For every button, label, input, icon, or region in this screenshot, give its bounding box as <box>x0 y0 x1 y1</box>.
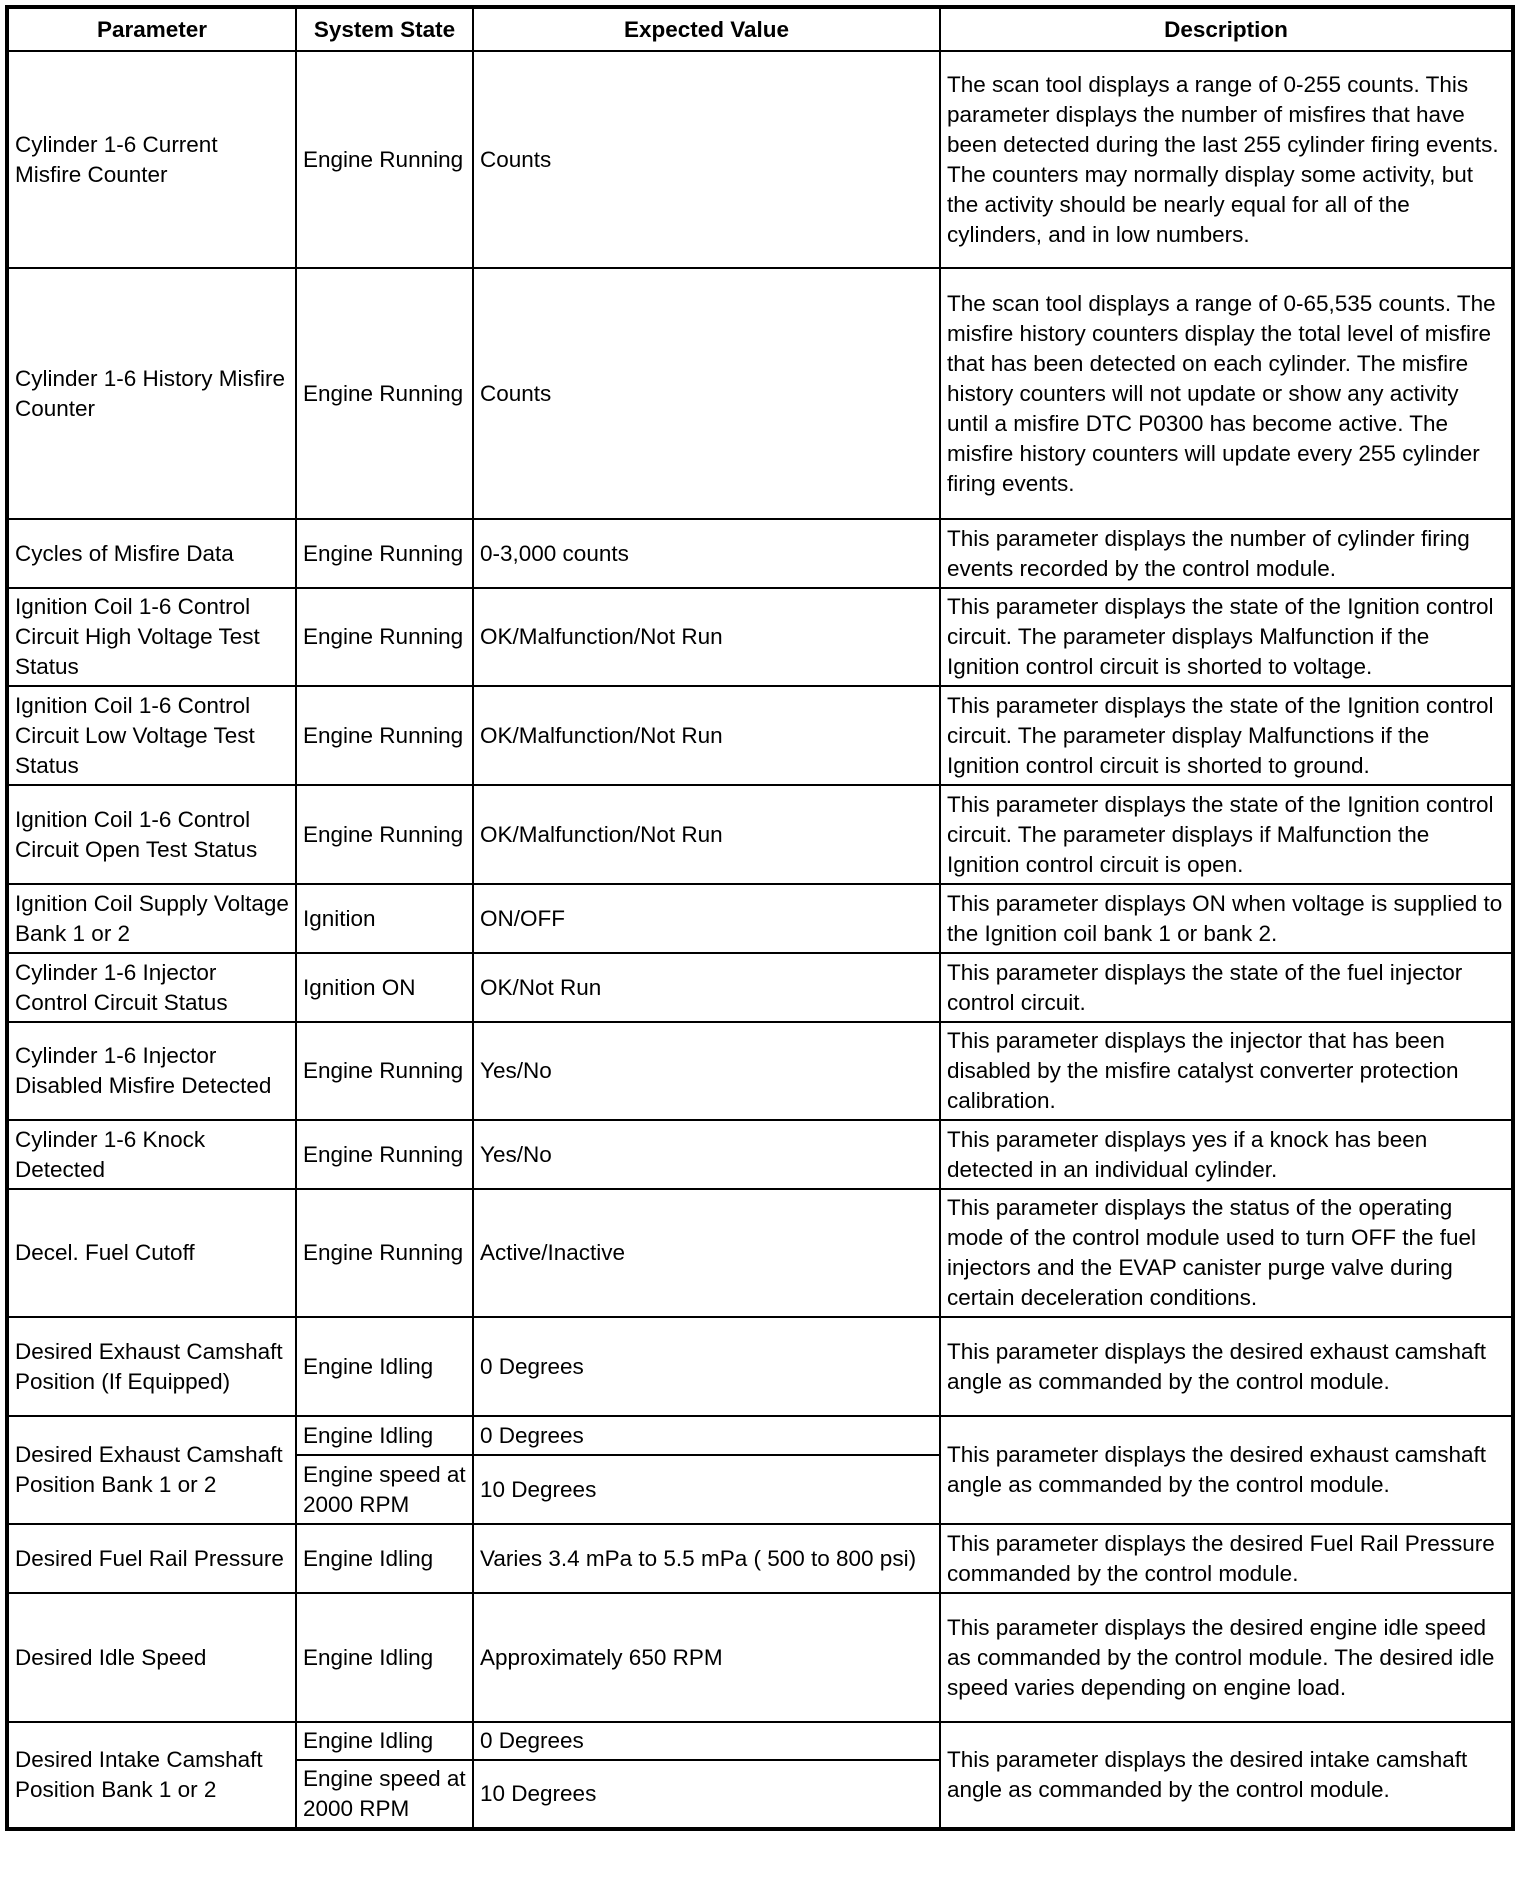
system-state-cell: Engine Running <box>296 51 473 268</box>
table-row <box>7 1722 1513 1760</box>
description-cell: This parameter displays yes if a knock has been detected in an individual cylinder. <box>940 1120 1513 1189</box>
description-cell: This parameter displays the state of the Ignition control circuit. The parameter display Malfunctions if the Ignition control circuit is shorted to ground. <box>940 686 1513 785</box>
expected-value-cell: Yes/No <box>473 1120 940 1189</box>
parameter-table <box>5 5 1515 1831</box>
parameter-cell: Cylinder 1-6 History Misfire Counter <box>7 268 296 519</box>
parameter-cell: Desired Idle Speed <box>7 1593 296 1722</box>
parameter-cell: Cylinder 1-6 Current Misfire Counter <box>7 51 296 268</box>
description-cell: This parameter displays the desired exhaust camshaft angle as commanded by the control module. <box>940 1317 1513 1416</box>
table-row <box>7 1317 1513 1416</box>
description-cell: This parameter displays the state of the Ignition control circuit. The parameter displays Malfunction if the Ignition control circuit is shorted to voltage. <box>940 588 1513 686</box>
parameter-cell: Desired Exhaust Camshaft Position (If Equipped) <box>7 1317 296 1416</box>
parameter-cell: Ignition Coil 1-6 Control Circuit Open Test Status <box>7 785 296 884</box>
expected-value-cell: OK/Malfunction/Not Run <box>473 686 940 785</box>
system-state-cell: Engine speed at 2000 RPM <box>296 1455 473 1524</box>
description-cell: This parameter displays the state of the Ignition control circuit. The parameter displays if Malfunction the Ignition control circuit is open. <box>940 785 1513 884</box>
expected-value-cell: ON/OFF <box>473 884 940 953</box>
system-state-cell: Engine Running <box>296 268 473 519</box>
system-state-cell: Engine speed at 2000 RPM <box>296 1760 473 1829</box>
description-cell: This parameter displays the desired engine idle speed as commanded by the control module. The desired idle speed varies depending on engine load. <box>940 1593 1513 1722</box>
expected-value-cell: Active/Inactive <box>473 1189 940 1317</box>
description-cell: This parameter displays the desired exhaust camshaft angle as commanded by the control module. <box>940 1416 1513 1524</box>
header-description: Description <box>940 7 1513 51</box>
expected-value-cell: 0 Degrees <box>473 1722 940 1760</box>
description-cell: This parameter displays the status of the operating mode of the control module used to turn OFF the fuel injectors and the EVAP canister purge valve during certain deceleration conditions. <box>940 1189 1513 1317</box>
system-state-cell: Engine Idling <box>296 1416 473 1455</box>
system-state-cell: Engine Idling <box>296 1593 473 1722</box>
table-row <box>7 785 1513 884</box>
parameter-cell: Desired Exhaust Camshaft Position Bank 1 or 2 <box>7 1416 296 1524</box>
expected-value-cell: 0 Degrees <box>473 1416 940 1455</box>
system-state-cell: Engine Running <box>296 1189 473 1317</box>
description-cell: This parameter displays ON when voltage is supplied to the Ignition coil bank 1 or bank 2. <box>940 884 1513 953</box>
table-row <box>7 1120 1513 1189</box>
parameter-cell: Desired Fuel Rail Pressure <box>7 1524 296 1593</box>
header-row <box>7 7 1513 51</box>
system-state-cell: Engine Running <box>296 519 473 588</box>
expected-value-cell: 0-3,000 counts <box>473 519 940 588</box>
expected-value-cell: 10 Degrees <box>473 1760 940 1829</box>
system-state-cell: Engine Running <box>296 785 473 884</box>
table-row <box>7 686 1513 785</box>
table-body <box>7 51 1513 1829</box>
table-row <box>7 1022 1513 1120</box>
header-parameter: Parameter <box>7 7 296 51</box>
parameter-cell: Ignition Coil 1-6 Control Circuit High Voltage Test Status <box>7 588 296 686</box>
parameter-cell: Desired Intake Camshaft Position Bank 1 or 2 <box>7 1722 296 1829</box>
system-state-cell: Engine Running <box>296 686 473 785</box>
description-cell: The scan tool displays a range of 0-255 counts. This parameter displays the number of misfires that have been detected during the last 255 cylinder firing events. The counters may normally display some activity, but the activity should be nearly equal for all of the cylinders, and in low numbers. <box>940 51 1513 268</box>
system-state-cell: Engine Idling <box>296 1317 473 1416</box>
description-cell: This parameter displays the state of the fuel injector control circuit. <box>940 953 1513 1022</box>
system-state-cell: Ignition <box>296 884 473 953</box>
expected-value-cell: Varies 3.4 mPa to 5.5 mPa ( 500 to 800 psi) <box>473 1524 940 1593</box>
description-cell: This parameter displays the number of cylinder firing events recorded by the control module. <box>940 519 1513 588</box>
table-row <box>7 1416 1513 1455</box>
parameter-cell: Cycles of Misfire Data <box>7 519 296 588</box>
header-system-state: System State <box>296 7 473 51</box>
expected-value-cell: Counts <box>473 51 940 268</box>
parameter-cell: Ignition Coil Supply Voltage Bank 1 or 2 <box>7 884 296 953</box>
expected-value-cell: 10 Degrees <box>473 1455 940 1524</box>
system-state-cell: Engine Running <box>296 1120 473 1189</box>
parameter-cell: Cylinder 1-6 Injector Disabled Misfire Detected <box>7 1022 296 1120</box>
description-cell: This parameter displays the desired Fuel Rail Pressure commanded by the control module. <box>940 1524 1513 1593</box>
system-state-cell: Ignition ON <box>296 953 473 1022</box>
expected-value-cell: Approximately 650 RPM <box>473 1593 940 1722</box>
description-cell: This parameter displays the desired intake camshaft angle as commanded by the control module. <box>940 1722 1513 1829</box>
system-state-cell: Engine Idling <box>296 1524 473 1593</box>
table-row <box>7 268 1513 519</box>
expected-value-cell: Counts <box>473 268 940 519</box>
table-row <box>7 1593 1513 1722</box>
table-row <box>7 1524 1513 1593</box>
description-cell: The scan tool displays a range of 0-65,535 counts. The misfire history counters display the total level of misfire that has been detected on each cylinder. The misfire history counters will not update or show any activity until a misfire DTC P0300 has become active. The misfire history counters will update every 255 cylinder firing events. <box>940 268 1513 519</box>
table-row <box>7 588 1513 686</box>
table-row <box>7 51 1513 268</box>
expected-value-cell: OK/Not Run <box>473 953 940 1022</box>
table-row <box>7 953 1513 1022</box>
system-state-cell: Engine Idling <box>296 1722 473 1760</box>
parameter-cell: Decel. Fuel Cutoff <box>7 1189 296 1317</box>
expected-value-cell: OK/Malfunction/Not Run <box>473 588 940 686</box>
system-state-cell: Engine Running <box>296 1022 473 1120</box>
expected-value-cell: OK/Malfunction/Not Run <box>473 785 940 884</box>
table-row <box>7 519 1513 588</box>
table-row <box>7 884 1513 953</box>
system-state-cell: Engine Running <box>296 588 473 686</box>
table-row <box>7 1189 1513 1317</box>
expected-value-cell: Yes/No <box>473 1022 940 1120</box>
header-expected-value: Expected Value <box>473 7 940 51</box>
parameter-cell: Ignition Coil 1-6 Control Circuit Low Voltage Test Status <box>7 686 296 785</box>
parameter-cell: Cylinder 1-6 Injector Control Circuit Status <box>7 953 296 1022</box>
expected-value-cell: 0 Degrees <box>473 1317 940 1416</box>
parameter-cell: Cylinder 1-6 Knock Detected <box>7 1120 296 1189</box>
description-cell: This parameter displays the injector that has been disabled by the misfire catalyst converter protection calibration. <box>940 1022 1513 1120</box>
